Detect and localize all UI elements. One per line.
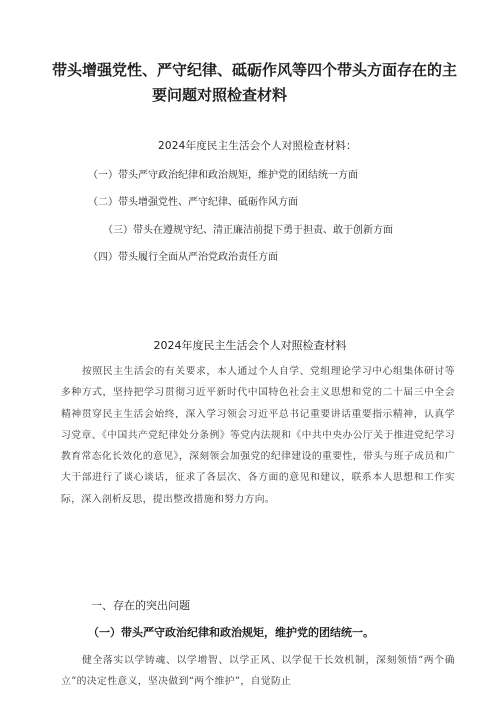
heading-issues: 一、存在的突出问题 <box>91 599 190 612</box>
toc-heading: 2024年度民主生活会个人对照检查材料： <box>158 140 357 152</box>
body-paragraph: 健全落实以学铸魂、以学增智、以学正风、以学促干长效机制，深刻领悟“两个确立”的决定性意义，坚决做到“两个维护”，自觉防止 <box>61 655 455 688</box>
document-title <box>52 58 462 108</box>
toc-item-3: （三）带头在遵规守纪、清正廉洁前提下勇于担责、敢于创新方面 <box>103 225 393 236</box>
toc-item-1: （一）带头严守政治纪律和政治规矩，维护党的团结统一方面 <box>88 170 358 181</box>
document-title-line-1: 带头增强党性、严守纪律、砥砺作风等四个带头方面存在的主 <box>52 61 458 79</box>
intro-paragraph: 按照民主生活会的有关要求，本人通过个人自学、党组理论学习中心组集体研讨等多种方式，坚持把学习贯彻习近平新时代中国特色社会主义思想和党的二十届三中全会精神贯穿民主生活会始终，深入学习领会习近平总书记重要讲话重要指示精神，认真学习党章、《中国共产党纪律处分条例》等党内法规和《中共中央办公厅关于推进党纪学习教育常态化长效化的意见》，深刻领会加强党的纪律建设的重要性，带头与班子成员和广大干部进行了谈心谈话，征求了各层次、各方面的意见和建议，联系本人思想和工作实际，深入剖析反思，提出整改措施和努力方向。 <box>61 366 455 505</box>
section-title: 2024年度民主生活会个人对照检查材料 <box>153 339 347 352</box>
toc-item-2: （二）带头增强党性、严守纪律、砥砺作风方面 <box>88 197 298 208</box>
toc-item-4: （四）带头履行全面从严治党政治责任方面 <box>88 252 278 263</box>
subheading-political-discipline: （一）带头严守政治纪律和政治规矩，维护党的团结统一。 <box>88 626 374 639</box>
document-title-line-2: 要问题对照检查材料 <box>152 86 288 104</box>
